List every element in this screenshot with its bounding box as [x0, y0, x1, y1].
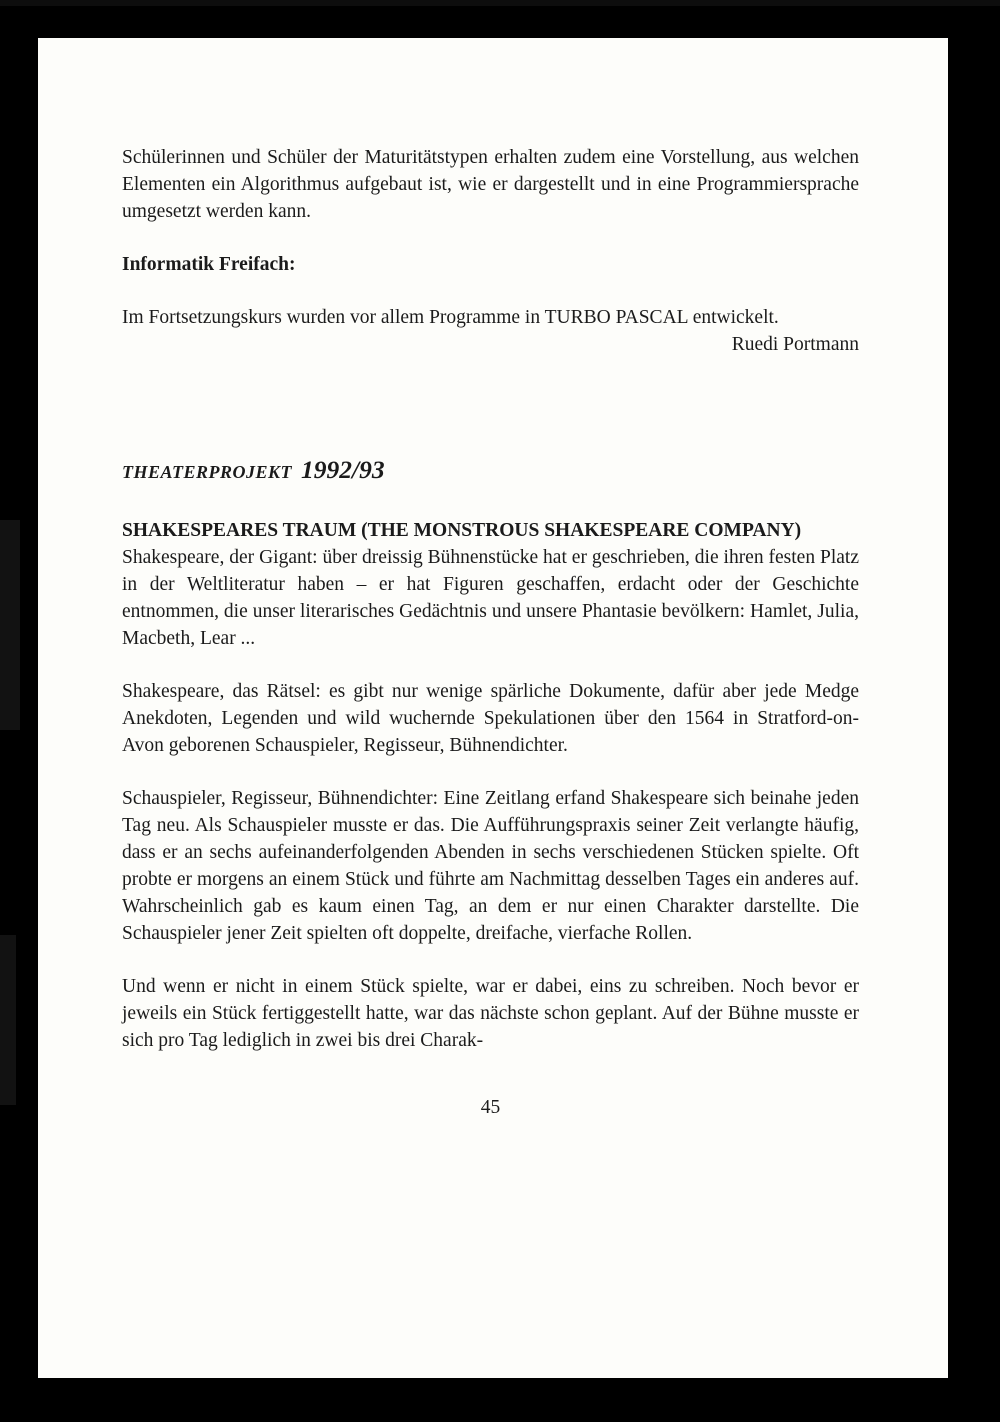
paragraph-schauspieler: Schauspieler, Regisseur, Bühnendichter: Eine Zeitlang erfand Shakespeare sich beinahe jeden Tag neu. Als Schauspieler musste er das. Die Aufführungspraxis seiner Zeit verlangte häufig, dass er an sechs aufeinanderfolgenden Abenden in sechs verschiedenen Stücken spielte. Oft probte er morgens an einem Stück und führte am Nachmittag desselben Tages ein anderes auf. Wahrscheinlich gab es kaum einen Tag, an dem er nur einen Charakter darstellte. Die Schauspieler jener Zeit spielten oft doppelte, dreifache, vierfache Rollen.: [122, 788, 859, 944]
section-heading-theaterprojekt: [122, 453, 859, 489]
scan-artifact: [0, 935, 16, 1105]
paragraph-gigant: Shakespeare, der Gigant: über dreissig Bühnenstücke hat er geschrieben, die ihren festen Platz in der Weltliteratur haben – er hat Figuren geschaffen, erdacht oder der Geschichte entnommen, die unser literarisches Gedächtnis und unsere Phantasie bevölkern: Hamlet, Julia, Macbeth, Lear ...: [122, 547, 859, 649]
paragraph-undwenn: Und wenn er nicht in einem Stück spielte, war er dabei, eins zu schreiben. Noch bevor er jeweils ein Stück fertiggestellt hatte, war das nächste schon geplant. Auf der Bühne musste er sich pro Tag lediglich in zwei bis drei Charak-: [122, 976, 859, 1051]
scan-artifact: [0, 0, 1000, 6]
paragraph-raetsel: Shakespeare, das Rätsel: es gibt nur wenige spärliche Dokumente, dafür aber jede Medge Anekdoten, Legenden und wild wuchernde Spekulationen über den 1564 in Stratford-on-Avon geborenen Schauspieler, Regisseur, Bühnendichter.: [122, 681, 859, 756]
theaterprojekt-year: 1992/93: [301, 455, 385, 484]
page-content: [122, 144, 859, 1121]
scan-artifact: [0, 520, 20, 730]
section-heading-informatik: Informatik Freifach:: [122, 254, 296, 275]
page-number: 45: [480, 1097, 501, 1118]
author-signature: Ruedi Portmann: [731, 334, 859, 355]
paragraph-informatik: Im Fortsetzungskurs wurden vor allem Programme in TURBO PASCAL entwickelt.: [122, 307, 779, 328]
document-page: [38, 38, 948, 1378]
theaterprojekt-label: THEATERPROJEKT: [122, 462, 293, 482]
paragraph-intro: Schülerinnen und Schüler der Maturitätstypen erhalten zudem eine Vorstellung, aus welchen Elementen ein Algorithmus aufgebaut ist, wie er dargestellt und in eine Programmiersprache umgesetzt werden kann.: [122, 147, 859, 222]
shakespeare-title: SHAKESPEARES TRAUM (THE MONSTROUS SHAKESPEARE COMPANY): [122, 520, 802, 541]
